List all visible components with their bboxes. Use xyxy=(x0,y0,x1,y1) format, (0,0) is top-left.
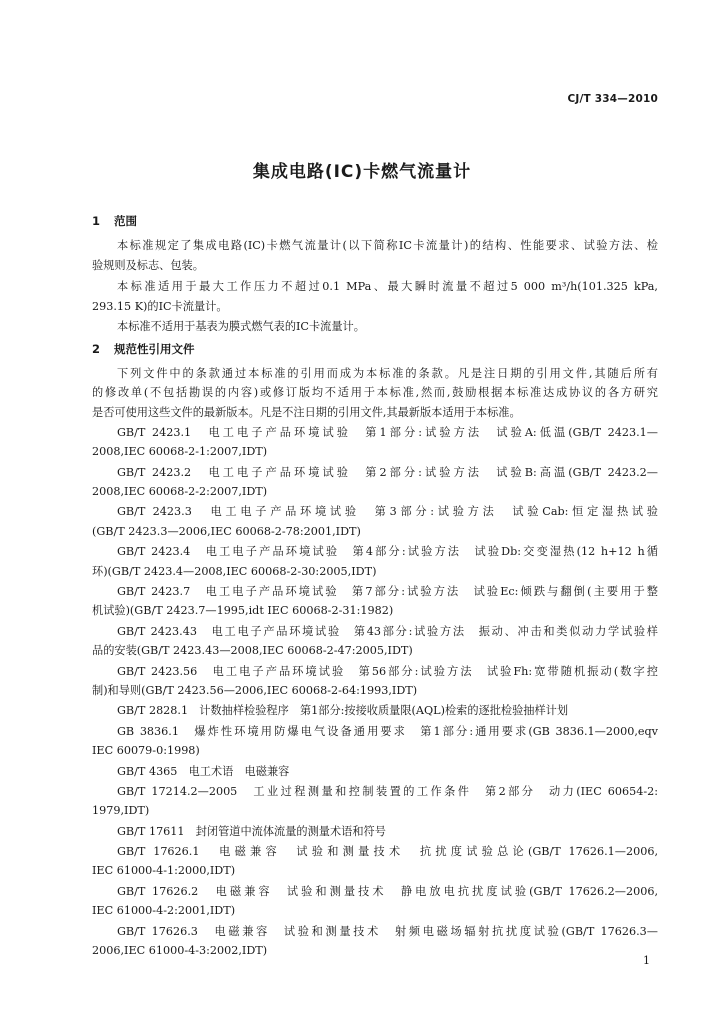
reference-line: GB/T 2423.2 电工电子产品环境试验 第2部分:试验方法 试验B:高温(GB/T 2423.2— xyxy=(117,465,658,479)
reference-line: 2006,IEC 61000-4-3:2002,IDT) xyxy=(92,944,268,957)
paragraph-line: 293.15 K)的IC卡流量计。 xyxy=(92,300,228,313)
section-title: 规范性引用文件 xyxy=(114,341,195,356)
reference-line: GB/T 2423.56 电工电子产品环境试验 第56部分:试验方法 试验Fh:宽带随机振动(数字控 xyxy=(117,664,658,678)
reference-line: 机试验)(GB/T 2423.7—1995,idt IEC 60068-2-31:1982) xyxy=(92,604,394,618)
reference-line: GB/T 17626.2 电磁兼容 试验和测量技术 静电放电抗扰度试验(GB/T 17626.2—2006, xyxy=(117,884,658,898)
document-title: 集成电路(IC)卡燃气流量计 xyxy=(252,162,472,182)
reference-line: GB/T 4365 电工术语 电磁兼容 xyxy=(117,764,290,778)
reference-line: GB 3836.1 爆炸性环境用防爆电气设备通用要求 第1部分:通用要求(GB 3836.1—2000,eqv xyxy=(117,724,658,738)
page-number: 1 xyxy=(643,954,650,967)
reference-line: GB/T 17626.1 电磁兼容 试验和测量技术 抗扰度试验总论(GB/T 17626.1—2006, xyxy=(117,845,658,858)
paragraph-line: 本标准不适用于基表为膜式燃气表的IC卡流量计。 xyxy=(117,320,365,334)
paragraph-line: 本标准适用于最大工作压力不超过0.1 MPa、最大瞬时流量不超过5 000 m³/h(101.325 kPa, xyxy=(117,279,658,293)
reference-line: IEC 61000-4-2:2001,IDT) xyxy=(92,904,236,918)
paragraph-line: 是否可使用这些文件的最新版本。凡是不注日期的引用文件,其最新版本适用于本标准。 xyxy=(92,405,521,419)
section-number: 1 xyxy=(92,214,101,228)
reference-line: GB/T 2423.4 电工电子产品环境试验 第4部分:试验方法 试验Db:交变湿热(12 h+12 h循 xyxy=(117,545,658,559)
reference-line: IEC 60079-0:1998) xyxy=(92,744,200,758)
reference-line: GB/T 2423.7 电工电子产品环境试验 第7部分:试验方法 试验Ec:倾跌与翻倒(主要用于整 xyxy=(117,585,658,598)
paragraph-line: 本标准规定了集成电路(IC)卡燃气流量计(以下简称IC卡流量计)的结构、性能要求、试验方法、检 xyxy=(117,238,658,252)
reference-line: GB/T 2423.43 电工电子产品环境试验 第43部分:试验方法 振动、冲击和类似动力学试验样 xyxy=(117,624,658,638)
reference-line: 环)(GB/T 2423.4—2008,IEC 60068-2-30:2005,IDT) xyxy=(92,564,377,578)
reference-line: 2008,IEC 60068-2-2:2007,IDT) xyxy=(92,485,268,498)
reference-line: GB/T 17214.2—2005 工业过程测量和控制装置的工作条件 第2部分 动力(IEC 60654-2: xyxy=(117,784,658,798)
reference-line: 1979,IDT) xyxy=(92,804,150,818)
reference-line: 制)和导则(GB/T 2423.56—2006,IEC 60068-2-64:1993,IDT) xyxy=(92,684,418,697)
section-number: 2 xyxy=(92,341,101,356)
reference-line: GB/T 2423.3 电工电子产品环境试验 第3部分:试验方法 试验Cab:恒定湿热试验 xyxy=(117,505,658,519)
reference-line: (GB/T 2423.3—2006,IEC 60068-2-78:2001,IDT) xyxy=(92,524,361,538)
section-title: 范围 xyxy=(114,214,137,228)
reference-line: 品的安装(GB/T 2423.43—2008,IEC 60068-2-47:2005,IDT) xyxy=(92,644,413,658)
reference-line: GB/T 2423.1 电工电子产品环境试验 第1部分:试验方法 试验A:低温(GB/T 2423.1— xyxy=(117,425,658,439)
reference-line: 2008,IEC 60068-2-1:2007,IDT) xyxy=(92,445,268,459)
section-1-heading xyxy=(92,213,137,229)
paragraph-line: 的修改单(不包括勘误的内容)或修订版均不适用于本标准,然而,鼓励根据本标准达成协议的各方研究 xyxy=(92,386,658,399)
section-2-heading xyxy=(92,341,195,357)
paragraph-line: 验规则及标志、包装。 xyxy=(92,259,204,273)
reference-line: GB/T 17611 封闭管道中流体流量的测量术语和符号 xyxy=(117,824,386,838)
reference-line: GB/T 2828.1 计数抽样检验程序 第1部分:按接收质量限(AQL)检索的逐批检验抽样计划 xyxy=(117,704,569,718)
reference-line: IEC 61000-4-1:2000,IDT) xyxy=(92,864,236,878)
standard-code: CJ/T 334—2010 xyxy=(567,93,658,105)
reference-line: GB/T 17626.3 电磁兼容 试验和测量技术 射频电磁场辐射抗扰度试验(GB/T 17626.3— xyxy=(117,924,658,938)
paragraph-line: 下列文件中的条款通过本标准的引用而成为本标准的条款。凡是注日期的引用文件,其随后所有 xyxy=(117,366,658,380)
